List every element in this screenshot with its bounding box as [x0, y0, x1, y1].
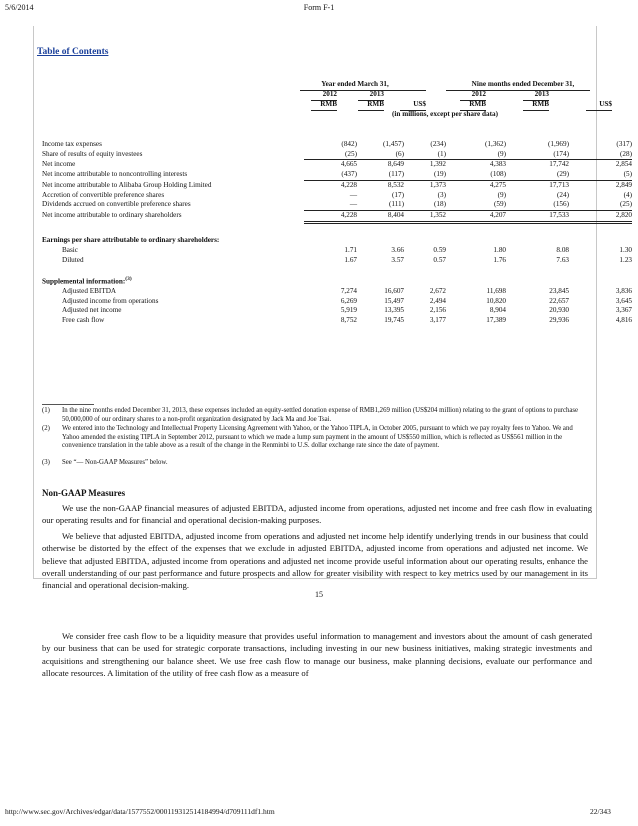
table-row [42, 246, 632, 256]
unitRow-cell: RMB [320, 100, 337, 108]
row-label: Dividends accrued on convertible preference shares [42, 200, 191, 209]
row-value [569, 265, 632, 275]
row-value: 1.76 [493, 255, 506, 264]
yearRow-cell: 2012 [322, 90, 337, 98]
row-value: 11,698 [486, 287, 506, 296]
row-value: 1,392 [429, 160, 446, 169]
row-value: 3.66 [391, 245, 404, 254]
row-value: (25) [569, 200, 632, 210]
row-value: 23,845 [549, 287, 569, 296]
row-value [304, 222, 357, 236]
row-value: (28) [569, 150, 632, 160]
row-value: (108) [446, 170, 506, 180]
row-value: 19,745 [384, 316, 404, 325]
row-value [357, 265, 404, 275]
col-group-nine-months: Nine months ended December 31, [471, 80, 575, 88]
table-row [42, 316, 632, 326]
table-row [42, 170, 632, 180]
row-value: (1) [404, 150, 446, 160]
row-value: 8,404 [357, 210, 404, 222]
row-value [304, 236, 357, 246]
row-value: 17,533 [506, 210, 569, 222]
yearRow-cell: 2013 [534, 90, 549, 98]
row-value: 17,713 [549, 180, 569, 189]
row-value [304, 275, 357, 287]
row-value [446, 265, 506, 275]
row-value [569, 222, 632, 236]
row-value: (842) [341, 140, 357, 148]
row-value: 17,742 [549, 160, 569, 169]
row-value: — [349, 190, 357, 199]
section-title: Non-GAAP Measures [42, 488, 126, 498]
footnote-ref: (3) [125, 275, 132, 282]
row-value: (9) [446, 150, 506, 160]
footer-url[interactable]: http://www.sec.gov/Archives/edgar/data/1577552/000119312514184994/d709111df1.htm [5, 807, 275, 816]
row-value: 8,904 [489, 306, 506, 315]
row-value: 20,930 [549, 306, 569, 315]
row-label: Accretion of convertible preference shares [42, 190, 165, 199]
row-value [404, 236, 446, 246]
row-value: 3,367 [615, 306, 632, 315]
row-value: 2,672 [429, 287, 446, 296]
row-label [42, 265, 304, 275]
row-value: 4,383 [489, 160, 506, 169]
row-value: 1.23 [619, 255, 632, 264]
row-value: (3) [437, 190, 446, 199]
row-label: Adjusted EBITDA [62, 287, 117, 296]
table-row [42, 160, 632, 170]
table-row [42, 236, 632, 246]
row-label: Net income attributable to noncontrolling interests [42, 170, 188, 179]
row-value: 1,373 [429, 180, 446, 189]
unitRow-cell: US$ [599, 100, 612, 108]
unit-note: (in millions, except per share data) [392, 110, 498, 118]
row-label: Net income [42, 160, 76, 169]
row-value: 2,854 [615, 160, 632, 169]
row-label: Adjusted income from operations [62, 296, 159, 305]
row-value: 16,607 [384, 287, 404, 296]
row-label: Adjusted net income [62, 306, 122, 315]
row-value [506, 265, 569, 275]
page-number: 15 [315, 590, 323, 599]
col-group-year-ended: Year ended March 31, [321, 80, 389, 88]
row-value [446, 236, 506, 246]
row-value: (234) [430, 140, 446, 148]
row-label: Income tax expenses [42, 140, 102, 148]
row-value: (9) [497, 190, 506, 199]
table-row [42, 287, 632, 297]
row-value: 13,395 [384, 306, 404, 315]
row-value: (19) [404, 170, 446, 180]
row-value: 3,645 [615, 296, 632, 305]
table-row [42, 222, 632, 236]
row-value: 2,156 [429, 306, 446, 315]
row-value [357, 275, 404, 287]
row-value: (1,969) [548, 140, 569, 148]
row-value: (111) [357, 200, 404, 210]
unitRow-cell: US$ [413, 100, 426, 108]
row-value: 4,665 [340, 160, 357, 169]
unitRow-cell: RMB [469, 100, 486, 108]
row-label: Net income attributable to ordinary shareholders [42, 211, 182, 220]
row-label: Net income attributable to Alibaba Group Holding Limited [42, 180, 212, 189]
row-value: (29) [506, 170, 569, 180]
row-value: (6) [357, 150, 404, 160]
row-value: 3,177 [429, 316, 446, 325]
table-of-contents-link[interactable]: Table of Contents [37, 47, 109, 57]
row-value: 4,275 [489, 180, 506, 189]
paragraph-2: We believe that adjusted EBITDA, adjusted income from operations and adjusted net income help identify underlying trends in our business that could otherwise be distorted by the effect of the expenses that we exclude in adjusted EBITDA, adjusted income from operations and adjusted net income. We believe that adjusted EBITDA, adjusted income from operations and adjusted net income provide useful information about our operating results, enhance the overall understanding of our past performance and future prospects and allow for greater visibility with respect to key metrics used by our management in its financial and operational decision-making. [42, 531, 588, 591]
row-value: 4,816 [615, 316, 632, 325]
table-row [42, 297, 632, 307]
table-row [42, 210, 632, 222]
table-row [42, 256, 632, 266]
table-row [42, 275, 632, 287]
row-value: 4,228 [340, 180, 357, 189]
table-row [42, 306, 632, 316]
row-label: Supplemental information:$^{(3)}$ [42, 275, 132, 286]
row-label: Free cash flow [62, 316, 105, 325]
print-title: Form F-1 [303, 3, 335, 12]
row-value: 1.80 [493, 245, 506, 254]
row-value [404, 265, 446, 275]
row-value: 1,352 [404, 210, 446, 222]
row-value: (5) [569, 170, 632, 180]
row-value: (437) [304, 170, 357, 180]
paragraph-1: We use the non-GAAP financial measures of adjusted EBITDA, adjusted income from operations, adjusted net income and free cash flow in evaluating our operating results and for financial and operational decision-making purposes. [42, 503, 592, 526]
unitRow-cell: RMB [367, 100, 384, 108]
row-value: 29,936 [549, 316, 569, 325]
row-value: 3,836 [615, 287, 632, 296]
unitRow-cell: RMB [532, 100, 549, 108]
yearRow-cell: 2012 [471, 90, 486, 98]
table-row [42, 265, 632, 275]
row-value: 5,919 [340, 306, 357, 315]
row-value: (4) [623, 190, 632, 199]
row-value: 2,494 [429, 296, 446, 305]
row-value: (174) [506, 150, 569, 160]
table-row [42, 180, 632, 190]
table-row [42, 200, 632, 210]
row-value [357, 236, 404, 246]
financial-table [42, 140, 632, 326]
row-value: 6,269 [340, 296, 357, 305]
row-value: (24) [557, 190, 569, 199]
row-value: (156) [506, 200, 569, 210]
row-value [506, 222, 569, 236]
row-value [304, 265, 357, 275]
row-value [404, 222, 446, 236]
row-label: Diluted [62, 255, 84, 264]
footer-page-count: 22/343 [590, 807, 611, 816]
row-value [569, 275, 632, 287]
row-value: (317) [616, 140, 632, 148]
row-label [42, 222, 304, 236]
yearRow-cell: 2013 [369, 90, 384, 98]
row-value [506, 236, 569, 246]
row-value: 1.67 [344, 255, 357, 264]
row-value: 8,532 [387, 180, 404, 189]
row-value: 4,207 [446, 210, 506, 222]
row-value: (18) [404, 200, 446, 210]
table-row [42, 140, 632, 150]
table-row [42, 191, 632, 201]
row-value: (17) [392, 190, 404, 199]
table-row [42, 150, 632, 160]
row-value [446, 222, 506, 236]
row-value [506, 275, 569, 287]
row-value: 1.30 [619, 245, 632, 254]
row-value: 8.08 [556, 245, 569, 254]
row-value: 22,657 [549, 296, 569, 305]
print-date: 5/6/2014 [5, 3, 34, 12]
row-value: — [304, 200, 357, 210]
row-label: Share of results of equity investees [42, 149, 143, 158]
row-value [569, 236, 632, 246]
row-value [357, 222, 404, 236]
row-label: Basic [62, 245, 78, 254]
row-value: (1,457) [383, 140, 404, 148]
row-value: 10,820 [486, 296, 506, 305]
row-value: 3.57 [391, 255, 404, 264]
row-value: 0.59 [433, 245, 446, 254]
row-value: 4,228 [304, 210, 357, 222]
row-label: Earnings per share attributable to ordinary shareholders: [42, 236, 220, 245]
row-value: 7,274 [340, 287, 357, 296]
row-value: 1.71 [344, 245, 357, 254]
row-value: (25) [304, 150, 357, 160]
row-value: 15,497 [384, 296, 404, 305]
row-value: (1,362) [485, 140, 506, 148]
row-value [446, 275, 506, 287]
row-value: 17,389 [486, 316, 506, 325]
row-value: 7.63 [556, 255, 569, 264]
row-value: 0.57 [433, 255, 446, 264]
row-value [404, 275, 446, 287]
row-value: (117) [357, 170, 404, 180]
row-value: 8,752 [340, 316, 357, 325]
row-value: (59) [446, 200, 506, 210]
row-value: 2,849 [615, 180, 632, 189]
row-value: 8,649 [387, 160, 404, 169]
row-value: 2,820 [569, 210, 632, 222]
paragraph-3: We consider free cash flow to be a liquidity measure that provides useful information to management and investors about the amount of cash generated by our business that can be used for strategic corporate transactions, including investing in our new business initiatives, making strategic investments and acquisitions and strengthening our balance sheet. We use free cash flow to manage our business, make planning decisions, evaluate our performance and allocate resources. A limitation of the utility of free cash flow as a measure of [42, 631, 592, 678]
